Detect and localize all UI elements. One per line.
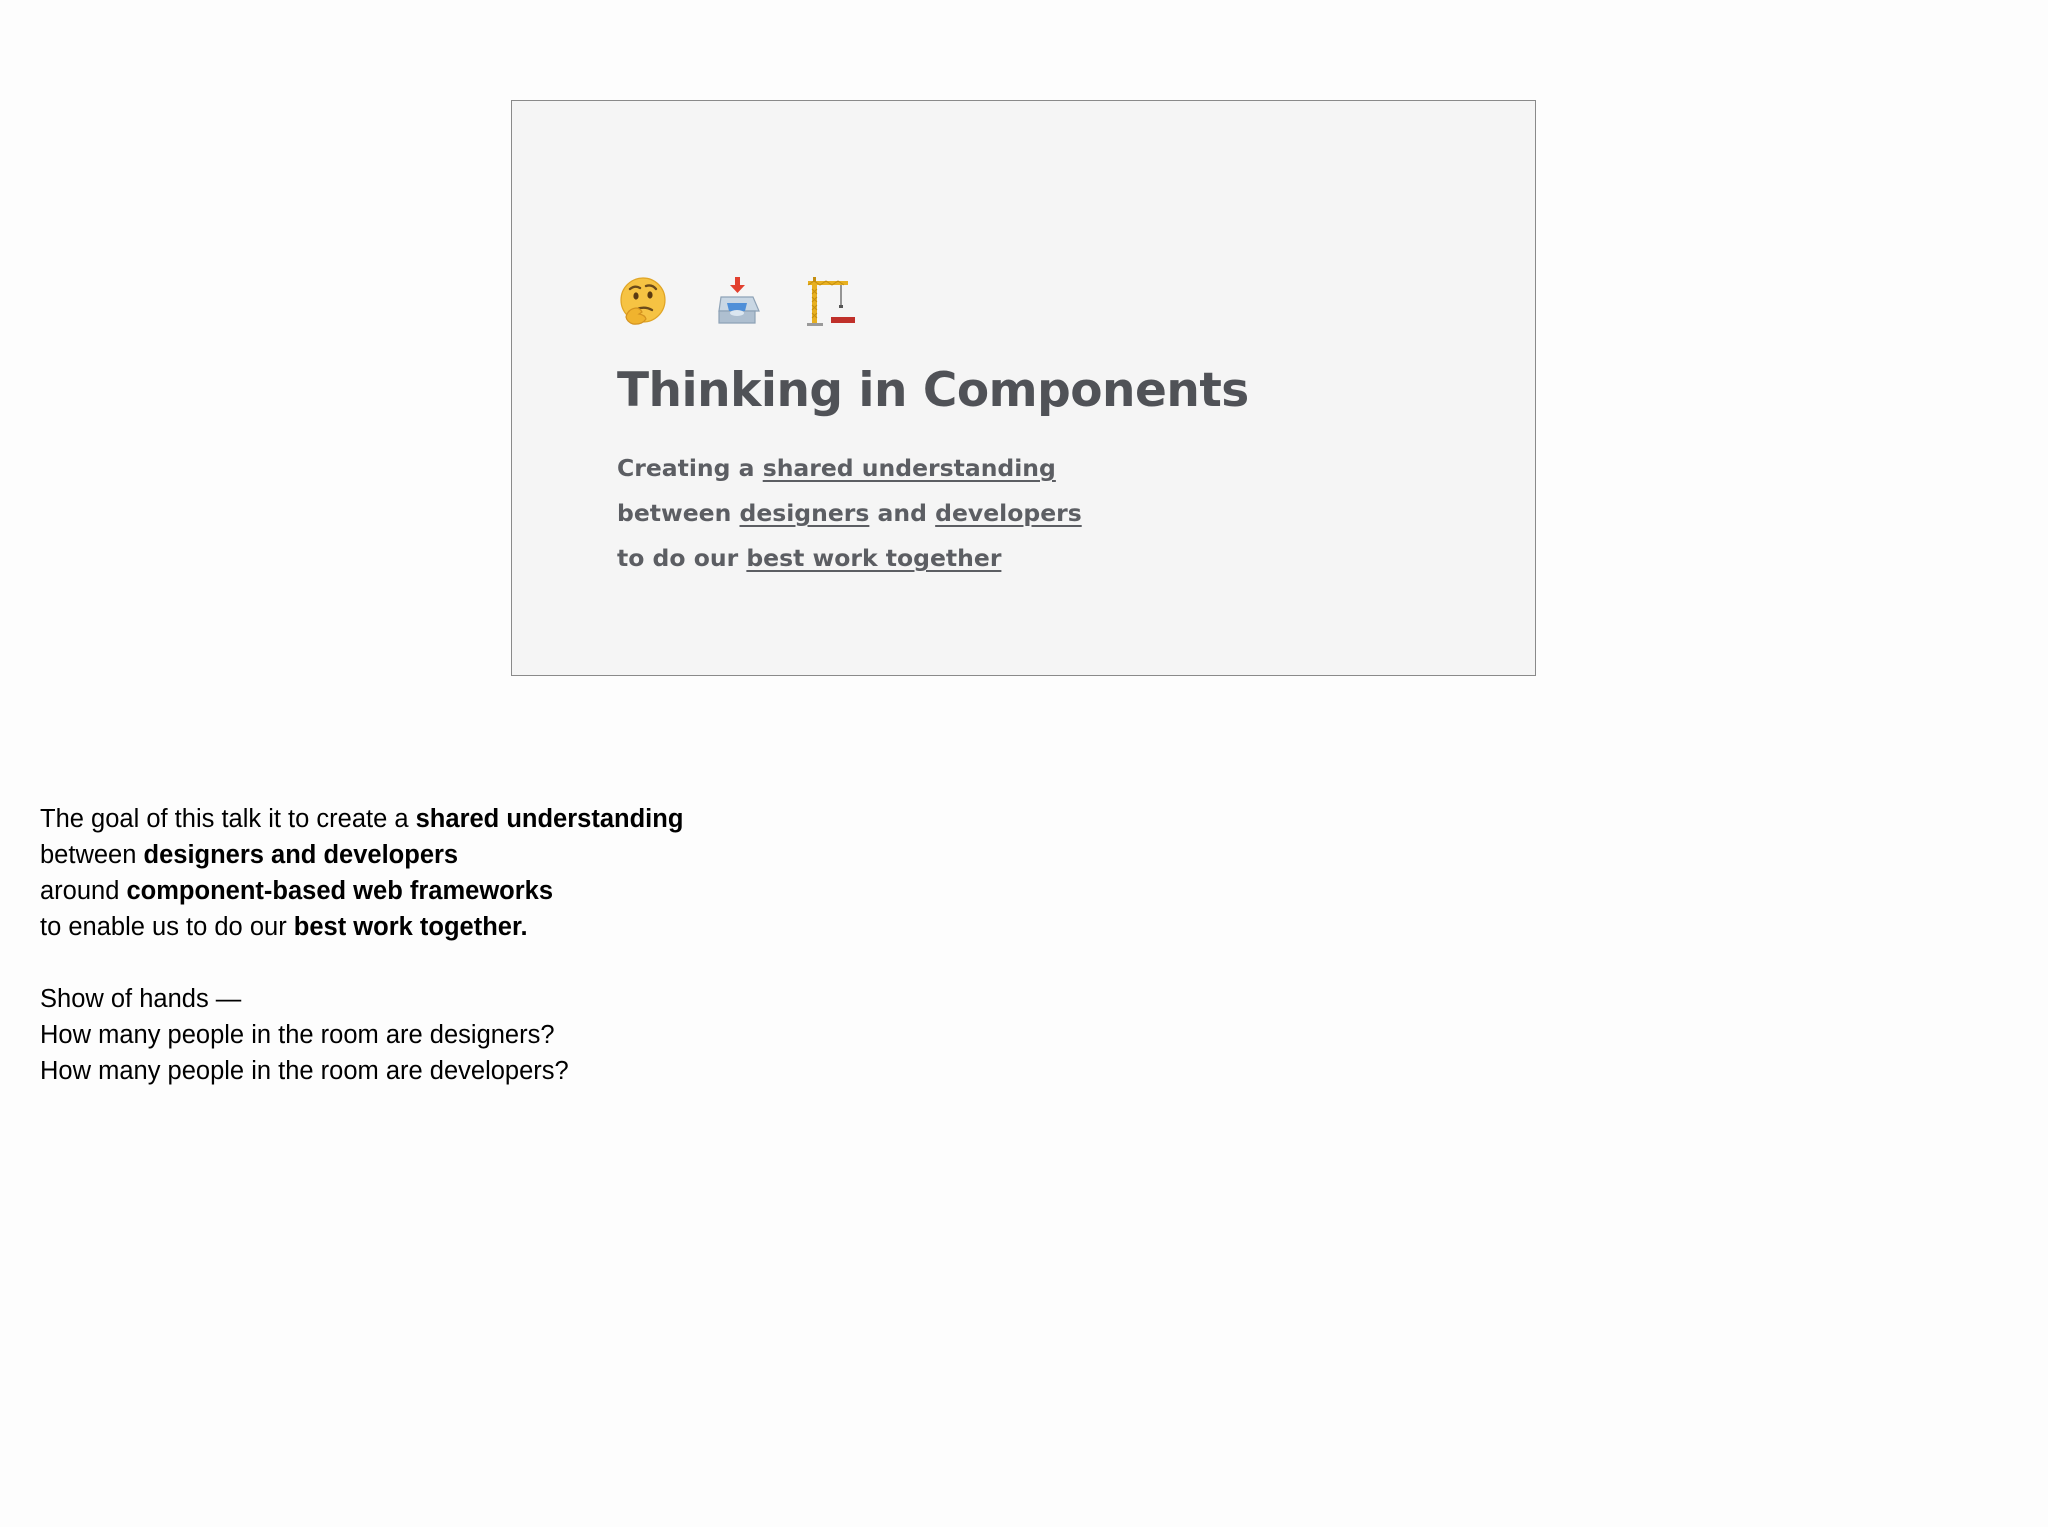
subtitle-line-1: Creating a shared understanding xyxy=(617,454,1056,482)
notes-line: between designers and developers xyxy=(40,841,459,869)
notes-line: How many people in the room are developers? xyxy=(40,1057,569,1085)
emoji-row xyxy=(617,273,899,329)
notes-line: around component-based web frameworks xyxy=(40,877,554,905)
subtitle-line-3: to do our best work together xyxy=(617,544,1002,572)
thinking-face-icon xyxy=(617,275,669,327)
subtitle-line-2: between designers and developers xyxy=(617,499,1082,527)
construction-crane-icon xyxy=(805,275,857,327)
designers-link: designers xyxy=(739,499,870,527)
notes-line: How many people in the room are designers? xyxy=(40,1021,555,1049)
presenter-notes xyxy=(40,801,683,1089)
slide-title: Thinking in Components xyxy=(617,363,1249,418)
notes-line: The goal of this talk it to create a shared understanding xyxy=(40,805,684,833)
shared-understanding-link: shared understanding xyxy=(762,454,1056,482)
slide-subtitle xyxy=(617,446,1082,581)
notes-line: to enable us to do our best work together. xyxy=(40,913,528,941)
notes-line: Show of hands — xyxy=(40,985,242,1013)
paragraph-gap xyxy=(40,945,683,981)
best-work-together-link: best work together xyxy=(746,544,1002,572)
developers-link: developers xyxy=(935,499,1082,527)
slide-preview xyxy=(511,100,1536,676)
inbox-tray-icon xyxy=(711,275,763,327)
